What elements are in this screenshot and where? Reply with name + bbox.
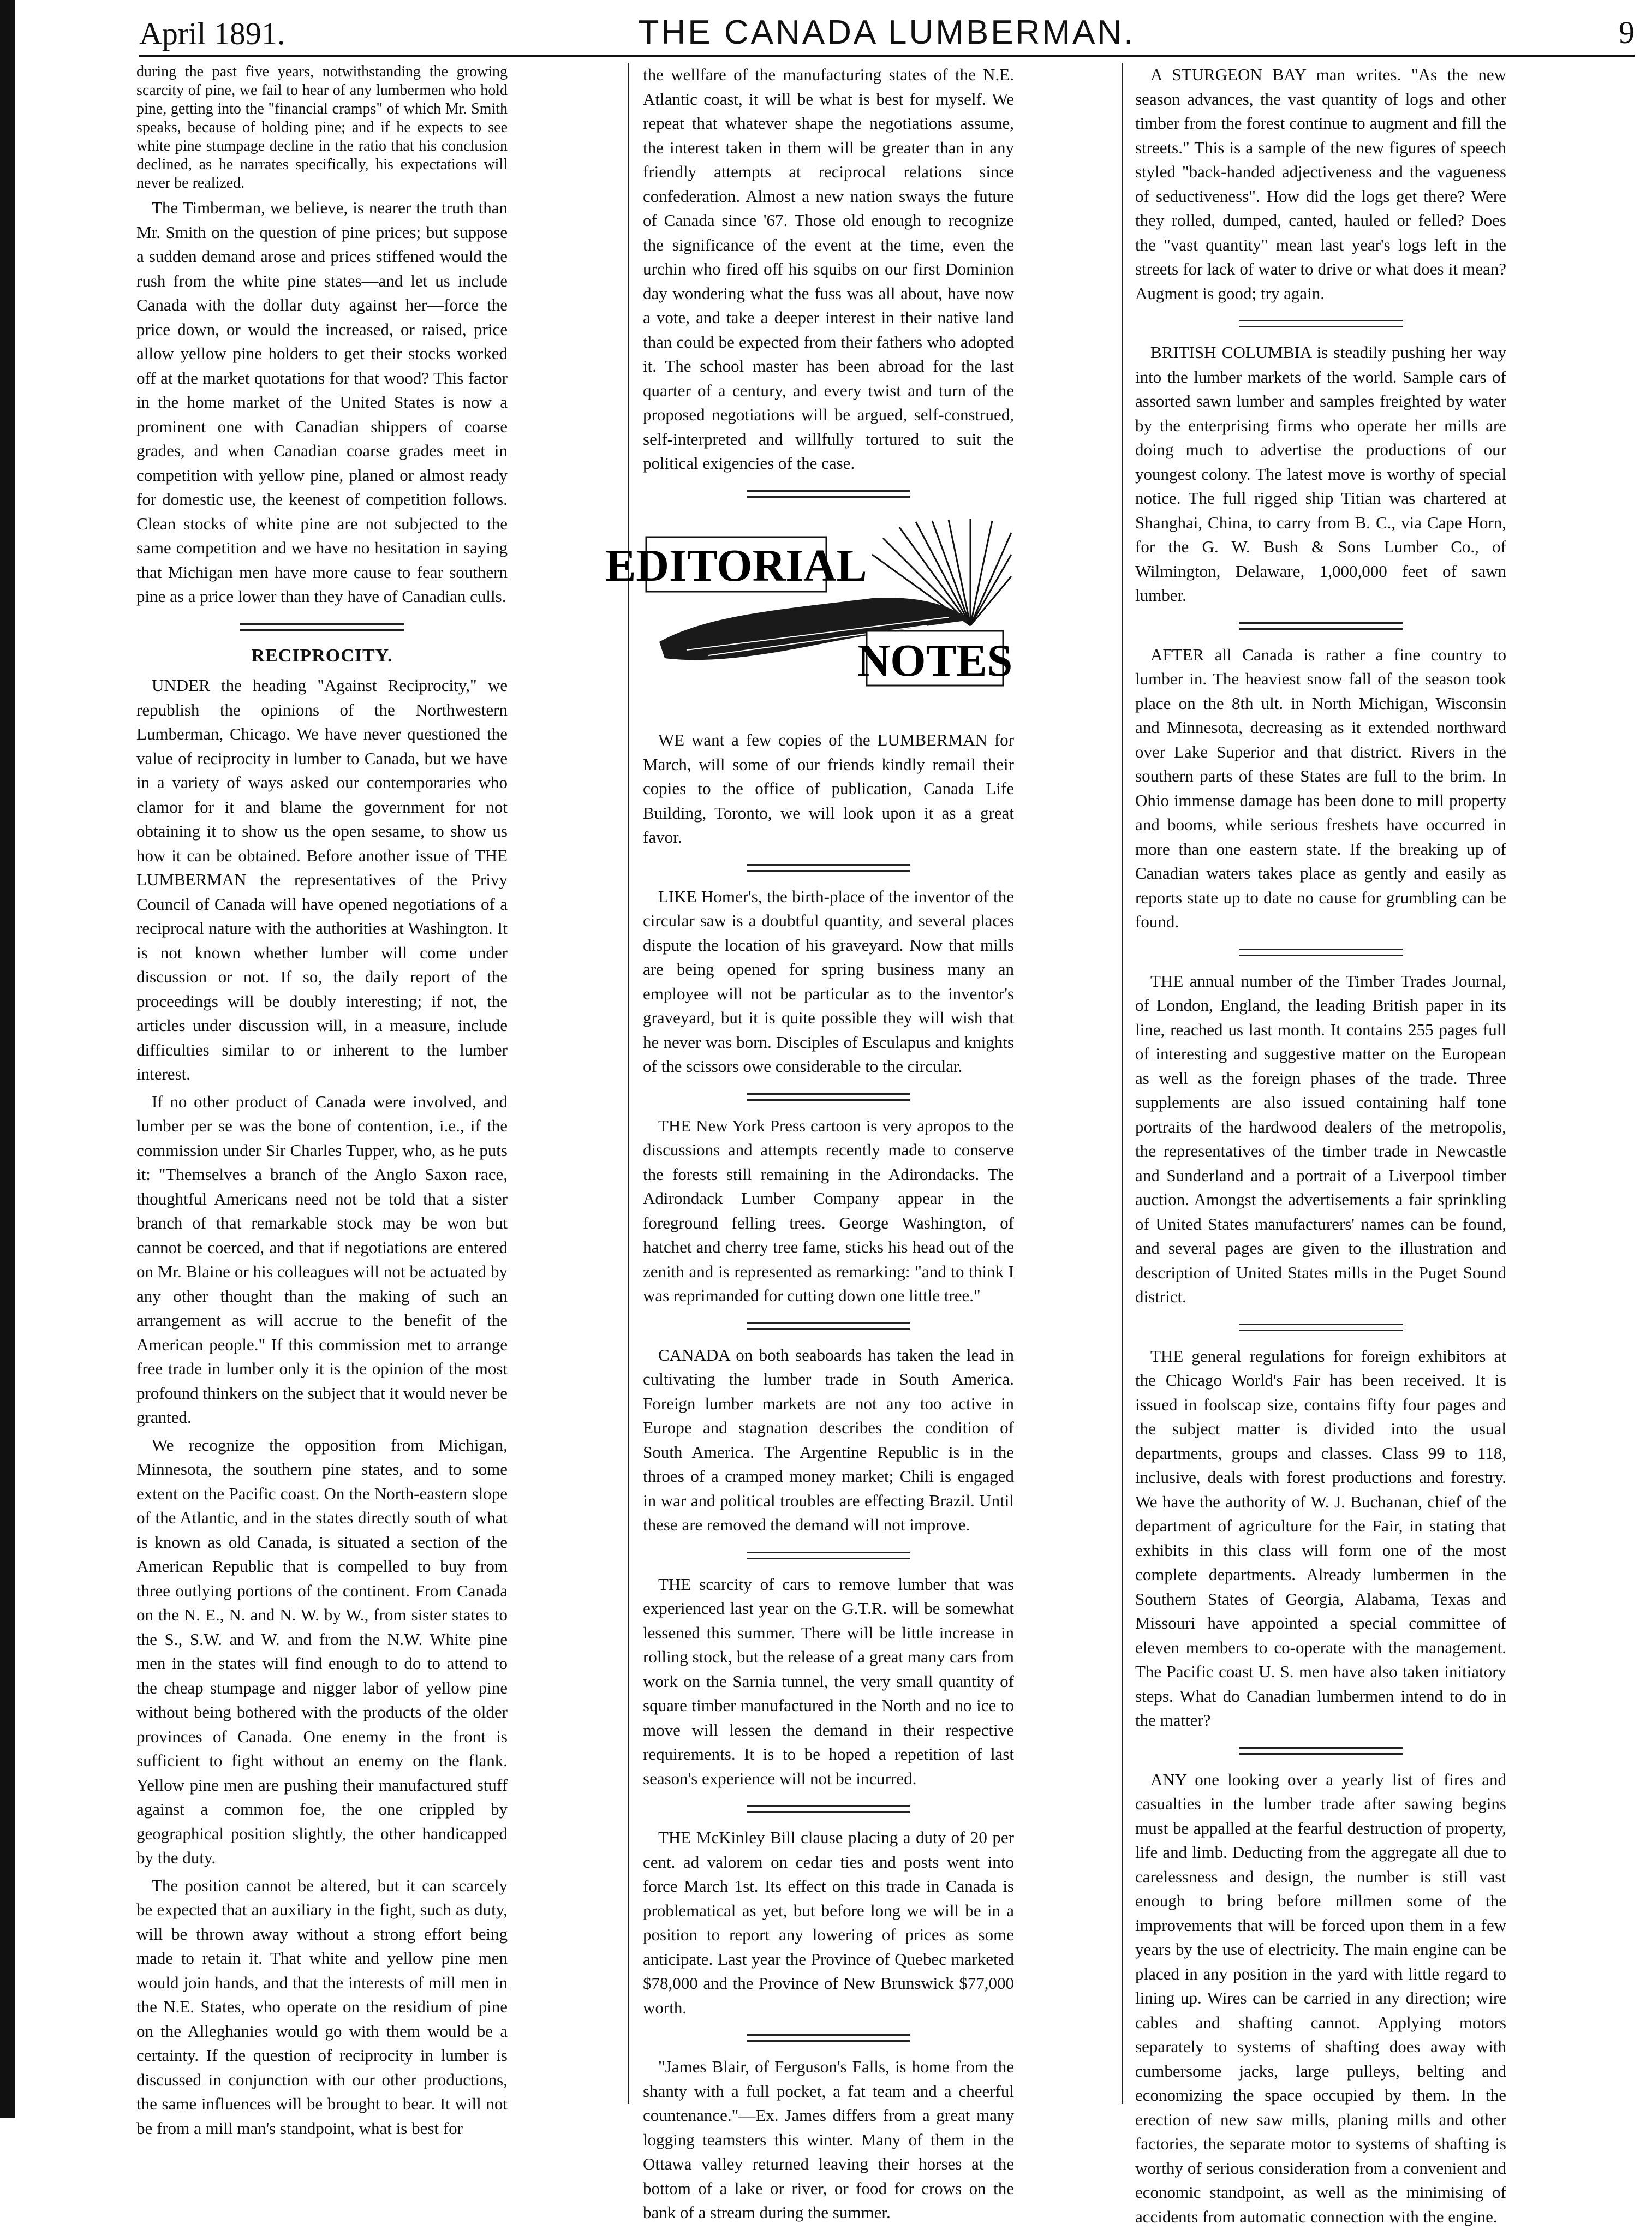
section-divider <box>747 2034 910 2042</box>
column-rule-2 <box>1122 63 1123 2104</box>
section-divider <box>240 623 404 631</box>
editorial-note: ANY one looking over a yearly list of fires and casualties in the lumber trade after sawing begins must be appalled at the fearful destruction of property, life and limb. Deducting from the aggregate all due to carelessness and design, the number is still vast enough to bring before millmen some of the improvements that will be forced upon them in a few years by the use of electricity. The main engine can be placed in any position in the yard with little regard to lining up. Wires can be carried in any direction; wire cables and shafting cannot. Applying motors separately to systems of shafting does away with cumbersome jacks, large pulleys, belting and economizing the space occupied by them. In the erection of new saw mills, planing mills and other factories, the separate motor to systems of shafting is worthy of serious consideration from a convenient and economic standpoint, as well as the minimising of accidents from automatic connection with the engine. <box>1135 1768 1506 2229</box>
section-divider <box>747 864 910 872</box>
editorial-note: AFTER all Canada is rather a fine country to lumber in. The heaviest snow fall of the season took place on the 8th ult. in North Michigan, Wisconsin and Minnesota, decreasing as it extended northward over Lake Superior and that district. Rivers in the southern parts of these States are full to the brim. In Ohio immense damage has been done to mill property and booms, while serious freshets have occurred in more than one eastern state. If the breaking up of Canadian waters takes place as gently and easily as reports state up to date no cause for grumbling can be found. <box>1135 643 1506 934</box>
newspaper-title: THE CANADA LUMBERMAN. <box>139 13 1635 52</box>
article-paragraph: The Timberman, we believe, is nearer the truth than Mr. Smith on the question of pine prices; but suppose a sudden demand arose and prices stiffened would the rush from the white pine states—and let us include Canada with the dollar duty against her—force the price down, or would the increased, or raised, price allow yellow pine holders to get their stocks worked off at the market quotations for that wood? This factor in the home market of the United States is now a prominent one with Canadian shippers of coarse grades, and when Canadian coarse grades meet in competition with yellow pine, planed or almost ready for domestic use, the keenest of competition follows. Clean stocks of white pine are not subjected to the same competition and we have no hesitation in saying that Michigan men have more cause to fear southern pine as a price lower than they have of Canadian culls. <box>136 196 508 609</box>
section-divider <box>747 1552 910 1559</box>
banner-notes-word: NOTES <box>857 635 1013 686</box>
article-paragraph: the wellfare of the manufacturing states of the N.E. Atlantic coast, it will be what is best for myself. We repeat that whatever shape the negotiations assume, the interest taken in them will be greater than in any friendly attempts at reciprocal relations since confederation. Almost a new nation sways the future of Canada since '67. Those old enough to recognize the significance of the event at the time, even the urchin who fired off his squibs on our first Dominion day wondering what the fuss was all about, have now a vote, and take a deeper interest in their native land than could be expected from their fathers who adopted it. The school master has been abroad for the last quarter of a century, and every twist and turn of the proposed negotiations will be argued, self-construed, self-interpreted and willfully tortured to suit the political exigencies of the case. <box>643 63 1014 476</box>
editorial-note: LIKE Homer's, the birth-place of the inventor of the circular saw is a doubtful quantity, and several places dispute the location of his graveyard. Now that mills are being opened for spring business many an employee will not be particular as to the inventor's graveyard, but it is quite possible they will wish that he never was born. Disciples of Esculapus and knights of the scissors owe considerable to the circular. <box>643 885 1014 1079</box>
section-divider <box>1239 320 1403 327</box>
section-divider <box>1239 1747 1403 1755</box>
article-paragraph: during the past five years, notwithstanding the growing scarcity of pine, we fail to hear of any lumbermen who hold pine, getting into the "financial cramps" of which Mr. Smith speaks, because of holding pine; and if he expects to see white pine stumpage decline in the ratio that his conclusion declined, as he narrates specifically, his expectations will never be realized. <box>136 63 508 193</box>
editorial-note: WE want a few copies of the LUMBERMAN for March, will some of our friends kindly remail their copies to the office of publication, Canada Life Building, Toronto, we will look upon it as a great favor. <box>643 728 1014 850</box>
editorial-note: THE general regulations for foreign exhibitors at the Chicago World's Fair has been received. It is issued in foolscap size, contains fifty four pages and the subject matter is divided into the usual departments, groups and classes. Class 99 to 118, inclusive, deals with forest productions and forestry. We have the authority of W. J. Buchanan, chief of the department of agriculture for the Fair, in stating that exhibits in this class will form one of the most complete departments. Already lumbermen in the Southern States of Georgia, Alabama, Texas and Missouri have appointed a special committee of eleven members to co-operate with the management. The Pacific coast U. S. men have also taken initiatory steps. What do Canadian lumbermen intend to do in the matter? <box>1135 1344 1506 1733</box>
section-divider <box>1239 1324 1403 1331</box>
section-divider <box>1239 949 1403 956</box>
editorial-note: "James Blair, of Ferguson's Falls, is home from the shanty with a full pocket, a fat team and a cheerful countenance."—Ex. James differs from a great many logging teamsters this winter. Many of them in the Ottawa valley returned leaving their horses at the bottom of a lake or river, or food for crows on the bank of a stream during the summer. <box>643 2055 1014 2225</box>
editorial-note: A STURGEON BAY man writes. "As the new season advances, the vast quantity of logs and other timber from the forest continue to augment and fill the streets." This is a sample of the new figures of speech styled "back-handed adjectiveness and the vagueness of seductiveness". How did the logs get there? Were they rolled, dumped, canted, hauled or felled? Does the "vast quantity" mean last year's logs left in the streets for lack of water to drive or what does it mean? Augment is good; try again. <box>1135 63 1506 306</box>
editorial-notes-banner <box>643 516 1014 702</box>
column-rule-1 <box>628 63 629 2104</box>
section-divider <box>747 490 910 498</box>
section-divider <box>747 1805 910 1813</box>
banner-editorial-word: EDITORIAL <box>605 540 867 591</box>
editorial-note: BRITISH COLUMBIA is steadily pushing her way into the lumber markets of the world. Sample cars of assorted sawn lumber and samples freighted by water by the enterprising firms who operate her mills are doing much to advertise the productions of our youngest colony. The latest move is worthy of special notice. The full rigged ship Titian was chartered at Shanghai, China, to carry from B. C., via Cape Horn, for the G. W. Bush & Sons Lumber Co., of Wilmington, Delaware, 1,000,000 feet of sawn lumber. <box>1135 341 1506 608</box>
masthead <box>139 11 1635 57</box>
column-1 <box>136 63 508 2101</box>
scan-edge-shadow <box>0 0 15 2118</box>
editorial-note: THE New York Press cartoon is very apropos to the discussions and attempts recently made to conserve the forests still remaining in the Adirondacks. The Adirondack Lumber Company appear in the foreground felling trees. George Washington, of hatchet and cherry tree fame, sticks his head out of the zenith and is represented as remarking: "and to think I was reprimanded for cutting down one little tree." <box>643 1114 1014 1308</box>
issue-date: April 1891. <box>139 15 285 52</box>
article-paragraph: UNDER the heading "Against Reciprocity," we republish the opinions of the Northwestern Lumberman, Chicago. We have never questioned the value of reciprocity in lumber to Canada, but we have in a variety of ways asked our contemporaries who clamor for it and blame the government for not obtaining it to show us the open sesame, to show us how it can be obtained. Before another issue of THE LUMBERMAN the representatives of the Privy Council of Canada will have opened negotiations of a reciprocal nature with the authorities at Washington. It is not known whether lumber will come under discussion or not. If so, the daily report of the proceedings will be doubly interesting; if not, the articles under discussion will, in a measure, include difficulties similar to or inherent to the lumber interest. <box>136 674 508 1087</box>
section-divider <box>747 1322 910 1330</box>
section-divider <box>1239 622 1403 630</box>
editorial-note: THE scarcity of cars to remove lumber that was experienced last year on the G.T.R. will be somewhat lessened this summer. There will be little increase in rolling stock, but the release of a great many cars from work on the Sarnia tunnel, the very small quantity of square timber manufactured in the North and no ice to move will lessen the demand in their respective requirements. It is to be hoped a repetition of last season's experience will not be incurred. <box>643 1572 1014 1791</box>
editorial-note: THE McKinley Bill clause placing a duty of 20 per cent. ad valorem on cedar ties and posts went into force March 1st. Its effect on this trade in Canada is problematical as yet, but before long we will be in a position to report any lowering of prices as some anticipate. Last year the Province of Quebec marketed $78,000 and the Province of New Brunswick $77,000 worth. <box>643 1826 1014 2020</box>
page-number: 9 <box>1619 14 1635 51</box>
editorial-note: CANADA on both seaboards has taken the lead in cultivating the lumber trade in South America. Foreign lumber markets are not any too active in Europe and stagnation describes the condition of South America. The Argentine Republic is in the throes of a cramped money market; Chili is engaged in war and political troubles are effecting Brazil. Until these are removed the demand will not improve. <box>643 1343 1014 1537</box>
article-paragraph: The position cannot be altered, but it can scarcely be expected that an auxiliary in the fight, such as duty, will be thrown away without a strong effort being made to retain it. That white and yellow pine men would join hands, and that the interests of mill men in the N.E. States, who operate on the residium of pine on the Alleghanies would go with them would be a certainty. If the question of reciprocity in lumber is discussed in conjunction with our other productions, the same influences will be brought to bear. It will not be from a mill man's standpoint, what is best for <box>136 1874 508 2141</box>
column-3 <box>1135 63 1506 2101</box>
column-2 <box>643 63 1014 2101</box>
editorial-note: THE annual number of the Timber Trades Journal, of London, England, the leading British paper in its line, reached us last month. It contains 255 pages full of interesting and suggestive matter on the European as well as the foreign phases of the trade. Three supplements are also issued containing half tone portraits of the hardwood dealers of the metropolis, the representatives of the timber trade in Newcastle and Sunderland and a portrait of a Liverpool timber auction. Amongst the advertisements a fair sprinkling of United States manufacturers' names can be found, and several pages are given to the illustration and description of United States mills in the Puget Sound district. <box>1135 969 1506 1309</box>
section-divider <box>747 1093 910 1101</box>
reciprocity-heading: RECIPROCITY. <box>136 644 508 669</box>
article-paragraph: If no other product of Canada were involved, and lumber per se was the bone of contention, i.e., if the commission under Sir Charles Tupper, who, as he puts it: "Themselves a branch of the Anglo Saxon race, thoughtful Americans need not be told that a sister branch of that remarkable stock may be won but cannot be coerced, and that if negotiations are entered on Mr. Blaine or his colleagues will not be actuated by any other thought than the making of such an arrangement as will accrue to the benefit of the American people." If this commission met to arrange free trade in lumber only it is the opinion of the most profound thinkers on the subject that it would never be granted. <box>136 1090 508 1430</box>
article-paragraph: We recognize the opposition from Michigan, Minnesota, the southern pine states, and to some extent on the Pacific coast. On the North-eastern slope of the Atlantic, and in the states directly south of what is known as old Canada, is situated a section of the American Republic that is compelled to buy from three outlying portions of the continent. From Canada on the N. E., N. and N. W. by W., from sister states to the S., S.W. and W. and from the N.W. White pine men in the states will find enough to do to attend to the cheap stumpage and nigger labor of yellow pine without being bothered with the products of the older provinces of Canada. One enemy in the front is sufficient to fight without an enemy on the flank. Yellow pine men are pushing their manufactured stuff against a common foe, the one crippled by geographical position slightly, the other handicapped by the duty. <box>136 1433 508 1870</box>
